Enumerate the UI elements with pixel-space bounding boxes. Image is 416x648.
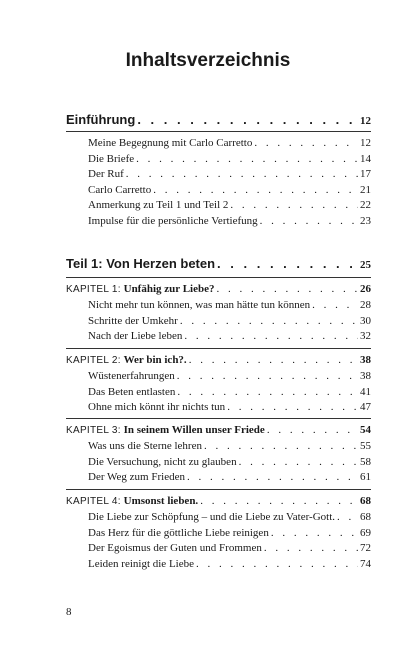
dot-leader xyxy=(177,385,358,401)
toc-page-number: 41 xyxy=(360,385,371,398)
dot-leader xyxy=(180,314,358,330)
toc-section-title: Teil 1: Von Herzen beten xyxy=(66,256,216,271)
toc-entry-title: Das Herz für die göttliche Liebe reinigen xyxy=(88,526,269,539)
toc-entry-title: Wüstenerfahrungen xyxy=(88,370,175,382)
dot-leader xyxy=(126,167,358,183)
chapter-title: Unfähig zur Liebe? xyxy=(123,283,215,295)
toc-entry-title: Die Versuchung, nicht zu glauben xyxy=(88,455,237,468)
toc-entry[interactable] xyxy=(88,298,371,314)
toc-chapter-4[interactable] xyxy=(66,493,371,509)
toc-entry-title: Ohne mich könnt ihr nichts tun xyxy=(88,401,226,414)
toc-chapter-2[interactable] xyxy=(66,352,371,368)
dot-leader xyxy=(230,198,358,214)
dot-leader xyxy=(217,256,358,271)
dot-leader xyxy=(136,152,358,168)
toc-page-number: 54 xyxy=(360,424,371,436)
divider xyxy=(66,131,371,132)
toc-page-number: 12 xyxy=(360,137,371,149)
toc-entry[interactable] xyxy=(88,369,371,385)
dot-leader xyxy=(187,470,358,486)
toc-entry[interactable] xyxy=(88,510,371,526)
dot-leader xyxy=(312,298,358,314)
toc-entry[interactable] xyxy=(88,183,371,199)
toc-entry[interactable] xyxy=(88,455,371,471)
toc-page-number: 69 xyxy=(360,526,371,539)
toc-entry-title: Nicht mehr tun können, was man hätte tun können xyxy=(88,299,311,311)
toc-entry-title: Der Weg zum Frieden xyxy=(88,471,185,484)
toc-entry-title: Was uns die Sterne lehren xyxy=(88,440,202,452)
toc-entry-title: Der Egoismus der Guten und Frommen xyxy=(88,542,262,555)
dot-leader xyxy=(189,352,358,368)
toc-entry[interactable] xyxy=(88,329,371,345)
toc-page-number: 72 xyxy=(360,542,371,555)
toc-entries-chapter-4 xyxy=(88,510,371,572)
toc-page-number: 22 xyxy=(360,199,371,212)
dot-leader xyxy=(337,510,358,526)
dot-leader xyxy=(216,281,358,297)
dot-leader xyxy=(200,493,358,509)
toc-section-title: Einführung xyxy=(66,112,136,127)
toc-entry[interactable] xyxy=(88,152,371,168)
toc-page-number: 68 xyxy=(360,511,371,523)
toc-entry-title: Carlo Carretto xyxy=(88,183,152,196)
chapter-label: KAPITEL 4: xyxy=(66,496,121,507)
dot-leader xyxy=(267,422,358,438)
toc-page-number: 14 xyxy=(360,152,371,165)
toc-page-number: 17 xyxy=(360,168,371,181)
chapter-label: KAPITEL 1: xyxy=(66,284,121,295)
dot-leader xyxy=(153,183,358,199)
toc-entry-title: Anmerkung zu Teil 1 und Teil 2 xyxy=(88,199,229,212)
toc-page-number: 58 xyxy=(360,455,371,468)
toc-page-number: 47 xyxy=(360,401,371,414)
toc-page-number: 25 xyxy=(360,259,371,271)
toc-entry-title: Meine Begegnung mit Carlo Carretto xyxy=(88,137,253,149)
toc-entry-title: Schritte der Umkehr xyxy=(88,314,178,327)
toc-page-number: 32 xyxy=(360,330,371,343)
toc-page-number: 28 xyxy=(360,299,371,311)
toc-page-number: 12 xyxy=(360,115,371,127)
toc-entry[interactable] xyxy=(88,214,371,230)
toc-section-part1[interactable] xyxy=(66,256,371,271)
dot-leader xyxy=(204,439,358,455)
toc-page-number: 26 xyxy=(360,283,371,295)
toc-entry-title: Die Liebe zur Schöpfung – und die Liebe zu Vater-Gott. xyxy=(88,511,336,523)
toc-entry-title: Leiden reinigt die Liebe xyxy=(88,557,194,570)
toc-entry[interactable] xyxy=(88,198,371,214)
dot-leader xyxy=(271,526,358,542)
toc-chapter-3[interactable] xyxy=(66,422,371,438)
toc-page-number: 23 xyxy=(360,214,371,227)
toc-entry[interactable] xyxy=(88,385,371,401)
dot-leader xyxy=(227,400,358,416)
toc-entry-title: Der Ruf xyxy=(88,168,124,181)
toc-page-number: 30 xyxy=(360,314,371,327)
page-title: Inhaltsverzeichnis xyxy=(125,50,291,71)
dot-leader xyxy=(239,455,358,471)
divider xyxy=(66,277,371,278)
toc-entry[interactable] xyxy=(88,526,371,542)
toc-page-number: 38 xyxy=(360,354,371,366)
dot-leader xyxy=(177,369,358,385)
dot-leader xyxy=(260,214,358,230)
chapter-title: In seinem Willen unser Friede xyxy=(123,424,265,436)
toc-entry[interactable] xyxy=(88,136,371,152)
toc-entry[interactable] xyxy=(88,167,371,183)
toc-page-number: 55 xyxy=(360,440,371,452)
toc-entry[interactable] xyxy=(88,439,371,455)
page-number: 8 xyxy=(66,606,72,618)
chapter-title: Wer bin ich?. xyxy=(123,354,187,366)
toc-entries-chapter-1 xyxy=(88,298,371,345)
chapter-label: KAPITEL 3: xyxy=(66,425,121,436)
toc-entries-chapter-3 xyxy=(88,439,371,486)
toc-page-number: 61 xyxy=(360,471,371,484)
toc-entry[interactable] xyxy=(88,470,371,486)
toc-entry[interactable] xyxy=(88,314,371,330)
toc-entry[interactable] xyxy=(88,541,371,557)
toc-entry-title: Das Beten entlasten xyxy=(88,385,176,398)
toc-entry-title: Die Briefe xyxy=(88,152,135,165)
toc-page-number: 21 xyxy=(360,183,371,196)
toc-page-number: 68 xyxy=(360,495,371,507)
divider xyxy=(66,348,371,349)
toc-page-number: 74 xyxy=(360,557,371,570)
divider xyxy=(66,489,371,490)
toc-entries-chapter-2 xyxy=(88,369,371,416)
dot-leader xyxy=(196,557,358,573)
dot-leader xyxy=(184,329,358,345)
toc-entry-title: Impulse für die persönliche Vertiefung xyxy=(88,214,258,227)
toc-entry-title: Nach der Liebe leben xyxy=(88,330,183,343)
toc-page-number: 38 xyxy=(360,370,371,382)
chapter-title: Umsonst lieben. xyxy=(123,495,199,507)
toc-chapter-1[interactable] xyxy=(66,281,371,297)
dot-leader xyxy=(254,136,358,152)
toc-entries-intro xyxy=(88,136,371,230)
toc-section-intro[interactable] xyxy=(66,112,371,127)
chapter-label: KAPITEL 2: xyxy=(66,355,121,366)
toc-entry[interactable] xyxy=(88,400,371,416)
dot-leader xyxy=(137,112,358,127)
toc-entry[interactable] xyxy=(88,557,371,573)
divider xyxy=(66,418,371,419)
dot-leader xyxy=(264,541,358,557)
